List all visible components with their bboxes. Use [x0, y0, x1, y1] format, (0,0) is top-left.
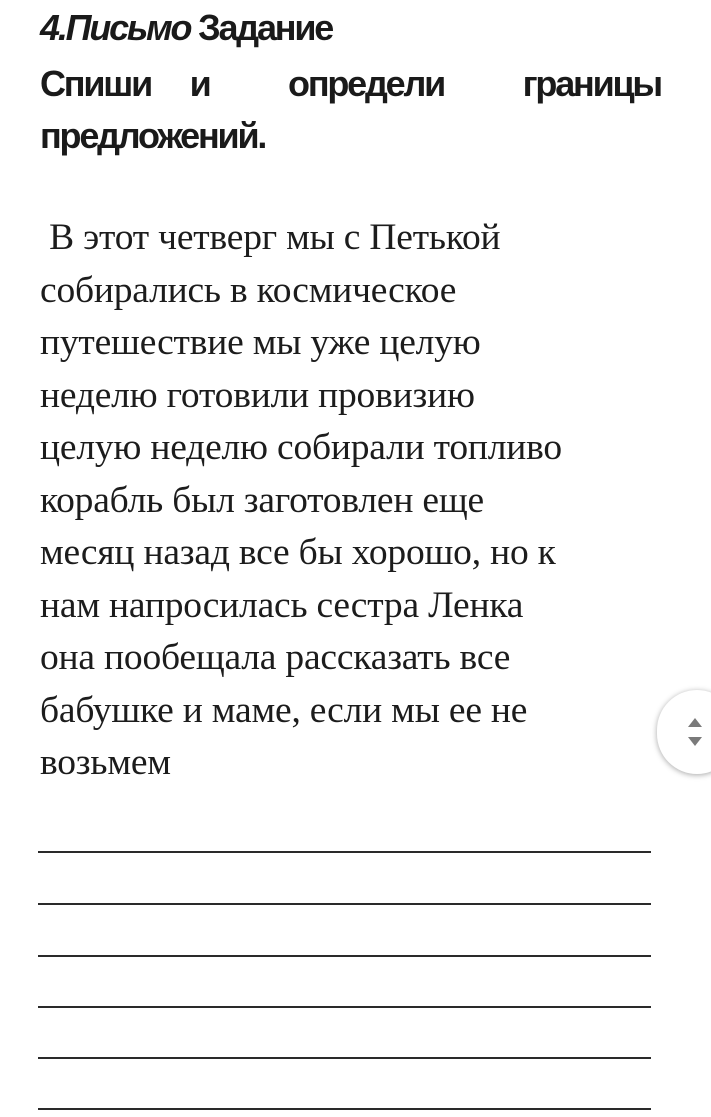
- answer-line: [38, 851, 651, 853]
- exercise-text-line: месяц назад все бы хорошо, но к: [40, 532, 556, 573]
- answer-line: [38, 903, 651, 905]
- exercise-text-line: корабль был заготовлен еще: [40, 479, 484, 521]
- answer-line: [38, 1108, 651, 1110]
- answer-line: [38, 1057, 651, 1059]
- exercise-text-line: она пообещала рассказать все: [40, 637, 511, 678]
- instruction-word: границы: [522, 63, 661, 104]
- exercise-text-line: возьмем: [40, 742, 171, 783]
- task-word: Задание: [190, 7, 333, 48]
- instruction-word: и: [189, 63, 210, 104]
- task-title: [40, 7, 333, 48]
- task-instruction-line2: предложений.: [40, 115, 266, 156]
- instruction-word: Спиши: [40, 63, 152, 104]
- exercise-text-line: путешествие мы уже целую: [40, 322, 481, 363]
- exercise-text-line: нам напросилась сестра Ленка: [40, 584, 524, 626]
- answer-line: [38, 1006, 651, 1008]
- exercise-text-line: В этот четверг мы с Петькой: [40, 217, 501, 258]
- exercise-text-line: неделю готовили провизию: [40, 374, 475, 416]
- exercise-text-line: бабушке и маме, если мы ее не: [40, 689, 528, 731]
- task-instruction-line1: [40, 63, 661, 104]
- exercise-text-line: собирались в космическое: [40, 269, 457, 311]
- instruction-word: определи: [288, 63, 445, 104]
- exercise-text: [40, 212, 680, 790]
- task-number: 4.Письмо: [40, 7, 191, 48]
- answer-line: [38, 955, 651, 957]
- exercise-text-line: целую неделю собирали топливо: [40, 427, 562, 468]
- up-down-arrows-icon: [685, 714, 705, 750]
